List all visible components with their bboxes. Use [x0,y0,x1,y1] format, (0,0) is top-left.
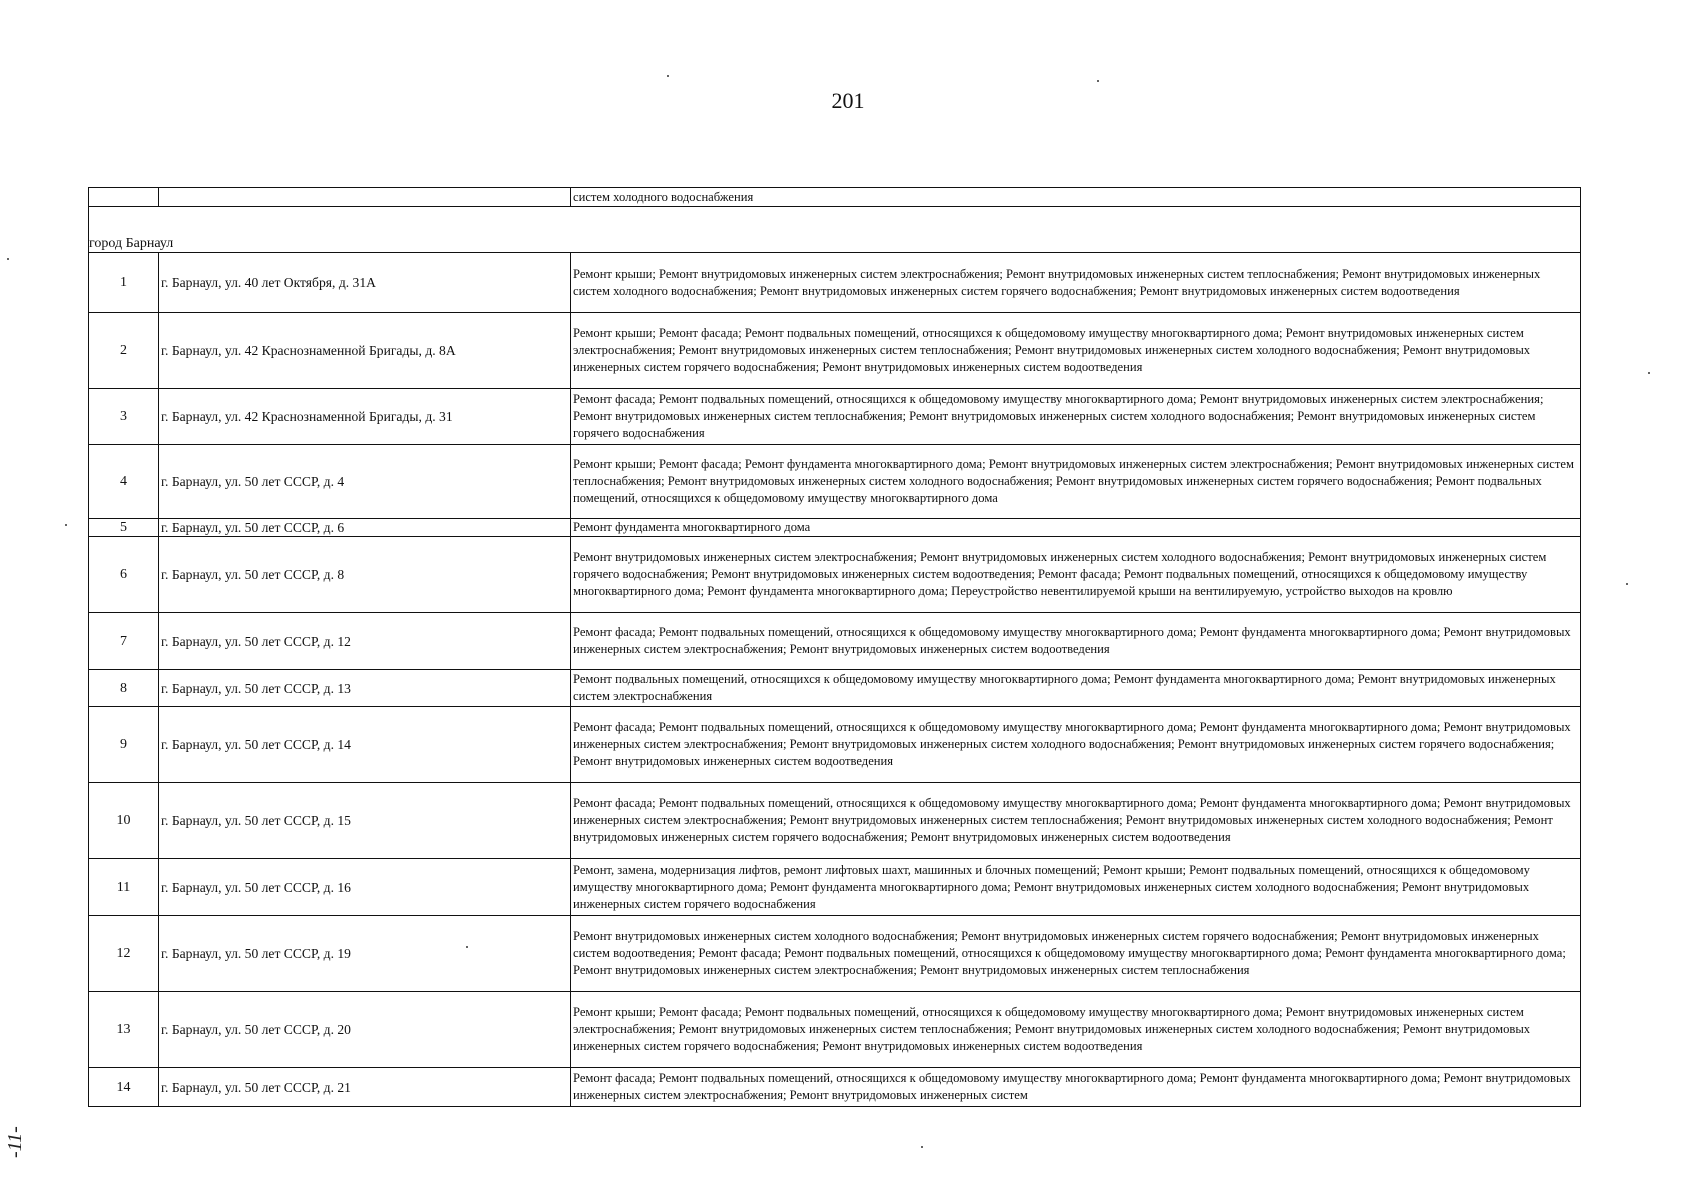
spacer-cell [89,207,1581,235]
row-number: 7 [89,613,159,670]
table-row [89,707,1581,783]
row-works: Ремонт крыши; Ремонт фасада; Ремонт подвальных помещений, относящихся к общедомовому имуществу многоквартирного дома; Ремонт внутридомовых инженерных систем электроснабжения; Ремонт внутридомовых инженерных систем теплоснабжения; Ремонт внутридомовых инженерных систем холодного водоснабжения; Ремонт внутридомовых инженерных систем горячего водоснабжения; Ремонт внутридомовых инженерных систем водоотведения [571,313,1581,389]
row-address: г. Барнаул, ул. 42 Краснознаменной Бригады, д. 8А [159,313,571,389]
table-row [89,613,1581,670]
row-number: 12 [89,916,159,992]
continuation-row [89,188,1581,207]
row-works: Ремонт внутридомовых инженерных систем электроснабжения; Ремонт внутридомовых инженерных систем холодного водоснабжения; Ремонт внутридомовых инженерных систем горячего водоснабжения; Ремонт внутридомовых инженерных систем водоотведения; Ремонт фасада; Ремонт подвальных помещений, относящихся к общедомовому имуществу многоквартирного дома; Ремонт фундамента многоквартирного дома; Переустройство невентилируемой крыши на вентилируемую, устройство выходов на кровлю [571,537,1581,613]
row-number: 2 [89,313,159,389]
row-works: Ремонт подвальных помещений, относящихся к общедомовому имуществу многоквартирного дома; Ремонт фундамента многоквартирного дома; Ремонт внутридомовых инженерных систем электроснабжения [571,670,1581,707]
row-works: Ремонт фасада; Ремонт подвальных помещений, относящихся к общедомовому имуществу многоквартирного дома; Ремонт фундамента многоквартирного дома; Ремонт внутридомовых инженерных систем электроснабжения; Ремонт внутридомовых инженерных систем теплоснабжения; Ремонт внутридомовых инженерных систем холодного водоснабжения; Ремонт внутридомовых инженерных систем горячего водоснабжения; Ремонт внутридомовых инженерных систем водоотведения [571,783,1581,859]
repair-works-table [88,187,1581,1107]
margin-note: -11- [4,1126,26,1158]
row-works: Ремонт, замена, модернизация лифтов, ремонт лифтовых шахт, машинных и блочных помещений; Ремонт крыши; Ремонт подвальных помещений, относящихся к общедомовому имуществу многоквартирного дома; Ремонт фундамента многоквартирного дома; Ремонт внутридомовых инженерных систем холодного водоснабжения; Ремонт внутридомовых инженерных систем горячего водоснабжения [571,859,1581,916]
row-number: 5 [89,519,159,537]
row-works: Ремонт крыши; Ремонт фасада; Ремонт подвальных помещений, относящихся к общедомовому имуществу многоквартирного дома; Ремонт внутридомовых инженерных систем электроснабжения; Ремонт внутридомовых инженерных систем теплоснабжения; Ремонт внутридомовых инженерных систем холодного водоснабжения; Ремонт внутридомовых инженерных систем горячего водоснабжения; Ремонт внутридомовых инженерных систем водоотведения [571,992,1581,1068]
row-number: 11 [89,859,159,916]
row-works: Ремонт крыши; Ремонт фасада; Ремонт фундамента многоквартирного дома; Ремонт внутридомовых инженерных систем электроснабжения; Ремонт внутридомовых инженерных систем теплоснабжения; Ремонт внутридомовых инженерных систем холодного водоснабжения; Ремонт внутридомовых инженерных систем горячего водоснабжения; Ремонт подвальных помещений, относящихся к общедомовому имуществу многоквартирного дома [571,445,1581,519]
row-address: г. Барнаул, ул. 50 лет СССР, д. 6 [159,519,571,537]
row-address: г. Барнаул, ул. 50 лет СССР, д. 4 [159,445,571,519]
row-address: г. Барнаул, ул. 50 лет СССР, д. 20 [159,992,571,1068]
row-address: г. Барнаул, ул. 40 лет Октября, д. 31А [159,253,571,313]
table-row [89,859,1581,916]
table-row [89,253,1581,313]
row-number: 4 [89,445,159,519]
row-address: г. Барнаул, ул. 50 лет СССР, д. 15 [159,783,571,859]
row-number: 10 [89,783,159,859]
table-row [89,445,1581,519]
table-row [89,389,1581,445]
continuation-address-cell [159,188,571,207]
section-row [89,234,1581,253]
row-number: 1 [89,253,159,313]
row-works: Ремонт фасада; Ремонт подвальных помещений, относящихся к общедомовому имуществу многоквартирного дома; Ремонт фундамента многоквартирного дома; Ремонт внутридомовых инженерных систем электроснабжения; Ремонт внутридомовых инженерных систем холодного водоснабжения; Ремонт внутридомовых инженерных систем горячего водоснабжения; Ремонт внутридомовых инженерных систем водоотведения [571,707,1581,783]
spacer-row [89,207,1581,235]
row-works: Ремонт внутридомовых инженерных систем холодного водоснабжения; Ремонт внутридомовых инженерных систем горячего водоснабжения; Ремонт внутридомовых инженерных систем водоотведения; Ремонт фасада; Ремонт подвальных помещений, относящихся к общедомовому имуществу многоквартирного дома; Ремонт фундамента многоквартирного дома; Ремонт внутридомовых инженерных систем электроснабжения; Ремонт внутридомовых инженерных систем теплоснабжения [571,916,1581,992]
table-body [89,188,1581,1107]
row-number: 6 [89,537,159,613]
row-address: г. Барнаул, ул. 50 лет СССР, д. 19 [159,916,571,992]
row-number: 13 [89,992,159,1068]
table-row [89,519,1581,537]
row-address: г. Барнаул, ул. 50 лет СССР, д. 16 [159,859,571,916]
row-address: г. Барнаул, ул. 50 лет СССР, д. 14 [159,707,571,783]
table-row [89,783,1581,859]
row-number: 8 [89,670,159,707]
row-address: г. Барнаул, ул. 50 лет СССР, д. 13 [159,670,571,707]
table-row [89,916,1581,992]
row-works: Ремонт фундамента многоквартирного дома [571,519,1581,537]
row-works: Ремонт фасада; Ремонт подвальных помещений, относящихся к общедомовому имуществу многоквартирного дома; Ремонт внутридомовых инженерных систем электроснабжения; Ремонт внутридомовых инженерных систем теплоснабжения; Ремонт внутридомовых инженерных систем холодного водоснабжения; Ремонт внутридомовых инженерных систем горячего водоснабжения [571,389,1581,445]
row-number: 9 [89,707,159,783]
table-row [89,1068,1581,1107]
section-title: город Барнаул [89,234,1581,253]
table-row [89,313,1581,389]
page-number: 201 [831,88,865,113]
row-works: Ремонт фасада; Ремонт подвальных помещений, относящихся к общедомовому имуществу многоквартирного дома; Ремонт фундамента многоквартирного дома; Ремонт внутридомовых инженерных систем электроснабжения; Ремонт внутридомовых инженерных систем [571,1068,1581,1107]
continuation-works-cell: систем холодного водоснабжения [571,188,1581,207]
row-address: г. Барнаул, ул. 50 лет СССР, д. 12 [159,613,571,670]
row-address: г. Барнаул, ул. 50 лет СССР, д. 21 [159,1068,571,1107]
continuation-num-cell [89,188,159,207]
table-row [89,992,1581,1068]
row-works: Ремонт фасада; Ремонт подвальных помещений, относящихся к общедомовому имуществу многоквартирного дома; Ремонт фундамента многоквартирного дома; Ремонт внутридомовых инженерных систем электроснабжения; Ремонт внутридомовых инженерных систем водоотведения [571,613,1581,670]
table-row [89,537,1581,613]
row-number: 14 [89,1068,159,1107]
row-works: Ремонт крыши; Ремонт внутридомовых инженерных систем электроснабжения; Ремонт внутридомовых инженерных систем теплоснабжения; Ремонт внутридомовых инженерных систем холодного водоснабжения; Ремонт внутридомовых инженерных систем горячего водоснабжения; Ремонт внутридомовых инженерных систем водоотведения [571,253,1581,313]
row-address: г. Барнаул, ул. 50 лет СССР, д. 8 [159,537,571,613]
table-row [89,670,1581,707]
row-address: г. Барнаул, ул. 42 Краснознаменной Бригады, д. 31 [159,389,571,445]
row-number: 3 [89,389,159,445]
